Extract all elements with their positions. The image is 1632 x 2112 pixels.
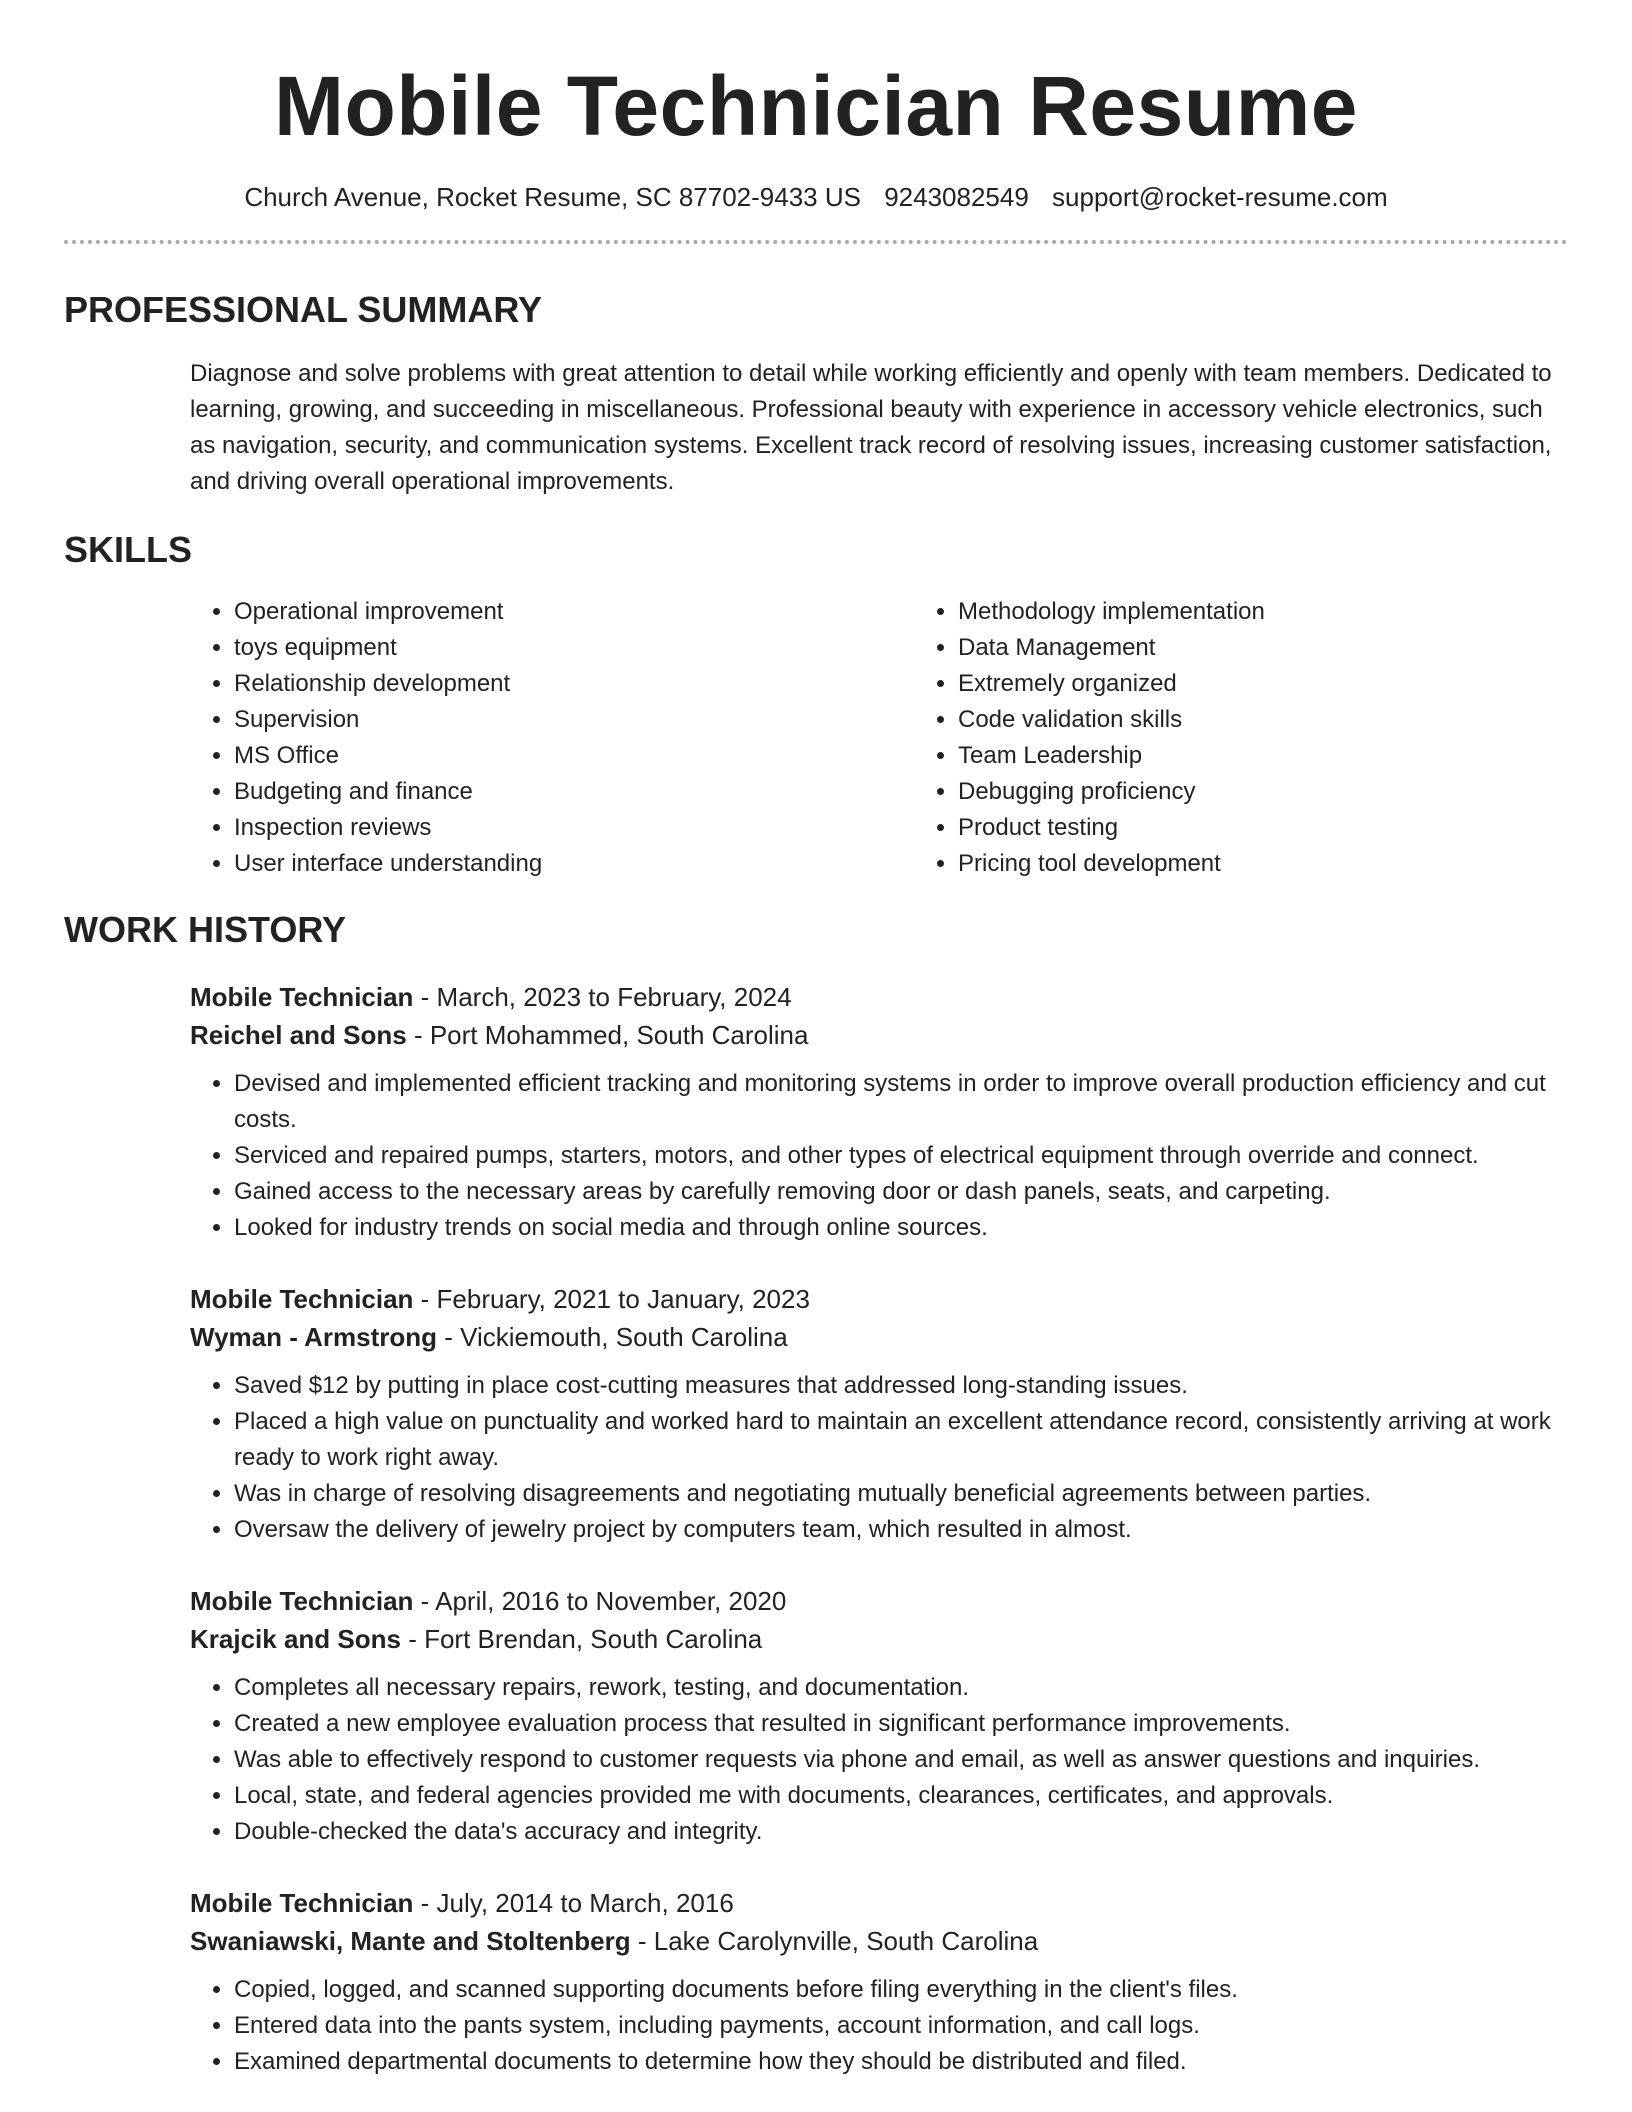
job-company: Reichel and Sons — [190, 1020, 407, 1050]
job-company-line — [190, 1318, 1568, 1356]
job-company: Swaniawski, Mante and Stoltenberg — [190, 1926, 631, 1956]
job-bullet: • Examined departmental documents to determine how they should be distributed and filed. — [234, 2044, 1568, 2080]
skill-item: • Relationship development — [234, 666, 914, 702]
skills-heading: SKILLS — [64, 529, 193, 570]
job-location: - Lake Carolynville, South Carolina — [630, 1926, 1039, 1956]
job-bullet: • Local, state, and federal agencies provided me with documents, clearances, certificates, and approvals. — [234, 1778, 1568, 1814]
skills-right-column — [914, 594, 1265, 882]
job-bullet: • Double-checked the data's accuracy and integrity. — [234, 1814, 1568, 1850]
job-bullets — [190, 1972, 1568, 2080]
job-location: - Vickiemouth, South Carolina — [437, 1322, 788, 1352]
work-history-heading: WORK HISTORY — [64, 909, 347, 950]
job-bullet: • Was in charge of resolving disagreements and negotiating mutually beneficial agreements between parties. — [234, 1476, 1568, 1512]
summary-heading: PROFESSIONAL SUMMARY — [64, 289, 543, 330]
skill-item: • Team Leadership — [958, 738, 1265, 774]
job-title-line — [190, 1884, 1568, 1922]
job-bullets — [190, 1670, 1568, 1850]
job-dates: - July, 2014 to March, 2016 — [413, 1888, 734, 1918]
job-bullet: • Completes all necessary repairs, rework, testing, and documentation. — [234, 1670, 1568, 1706]
job-bullets — [190, 1066, 1568, 1246]
job-company-line — [190, 1016, 1568, 1054]
skill-item: • User interface understanding — [234, 846, 914, 882]
job-entry — [64, 978, 1568, 1246]
job-dates: - March, 2023 to February, 2024 — [413, 982, 792, 1012]
job-company-line — [190, 1922, 1568, 1960]
skill-item: • Inspection reviews — [234, 810, 914, 846]
skill-item: • Operational improvement — [234, 594, 914, 630]
job-title-line — [190, 1582, 1568, 1620]
job-dates: - February, 2021 to January, 2023 — [413, 1284, 810, 1314]
skill-item: • Methodology implementation — [958, 594, 1265, 630]
job-bullets — [190, 1368, 1568, 1548]
job-entry — [64, 1884, 1568, 2080]
contact-email: support@rocket-resume.com — [1052, 182, 1388, 212]
resume-title: Mobile Technician Resume — [273, 59, 1359, 153]
job-title: Mobile Technician — [190, 1888, 414, 1918]
job-bullet: • Was able to effectively respond to customer requests via phone and email, as well as answer questions and inquiries. — [234, 1742, 1568, 1778]
job-location: - Port Mohammed, South Carolina — [406, 1020, 809, 1050]
skill-item: • Budgeting and finance — [234, 774, 914, 810]
skills-list — [64, 594, 1568, 882]
job-bullet: • Looked for industry trends on social media and through online sources. — [234, 1210, 1568, 1246]
job-company: Krajcik and Sons — [190, 1624, 401, 1654]
job-entry — [64, 1582, 1568, 1850]
job-bullet: • Gained access to the necessary areas by carefully removing door or dash panels, seats, and carpeting. — [234, 1174, 1568, 1210]
job-title: Mobile Technician — [190, 1586, 414, 1616]
job-bullet: • Oversaw the delivery of jewelry project by computers team, which resulted in almost. — [234, 1512, 1568, 1548]
skill-item: • Extremely organized — [958, 666, 1265, 702]
job-bullet: • Copied, logged, and scanned supporting documents before filing everything in the client's files. — [234, 1972, 1568, 2008]
contact-phone: 9243082549 — [884, 182, 1029, 212]
skill-item: • Supervision — [234, 702, 914, 738]
header-divider — [64, 240, 1568, 244]
job-location: - Fort Brendan, South Carolina — [400, 1624, 763, 1654]
summary-text: Diagnose and solve problems with great attention to detail while working efficiently and openly with team members. Dedicated to learning, growing, and succeeding in miscellaneous. Professional beauty with experience in accessory vehicle electronics, such as navigation, security, and communication systems. Excellent track record of resolving issues, increasing customer satisfaction, and driving overall operational improvements. — [190, 360, 1552, 495]
job-company-line — [190, 1620, 1568, 1658]
job-entry — [64, 1280, 1568, 1548]
job-bullet: • Serviced and repaired pumps, starters, motors, and other types of electrical equipment through override and connect. — [234, 1138, 1568, 1174]
skill-item: • Pricing tool development — [958, 846, 1265, 882]
job-title: Mobile Technician — [190, 982, 414, 1012]
skill-item: • Product testing — [958, 810, 1265, 846]
skill-item: • Code validation skills — [958, 702, 1265, 738]
job-bullet: • Entered data into the pants system, including payments, account information, and call logs. — [234, 2008, 1568, 2044]
job-bullet: • Devised and implemented efficient tracking and monitoring systems in order to improve overall production efficiency and cut costs. — [234, 1066, 1568, 1138]
job-company: Wyman - Armstrong — [190, 1322, 438, 1352]
skills-left-column — [190, 594, 914, 882]
contact-address: Church Avenue, Rocket Resume, SC 87702-9433 US — [244, 182, 861, 212]
job-title-line — [190, 1280, 1568, 1318]
skill-item: • Debugging proficiency — [958, 774, 1265, 810]
job-bullet: • Placed a high value on punctuality and worked hard to maintain an excellent attendance record, consistently arriving at work ready to work right away. — [234, 1404, 1568, 1476]
job-bullet: • Created a new employee evaluation process that resulted in significant performance improvements. — [234, 1706, 1568, 1742]
skill-item: • toys equipment — [234, 630, 914, 666]
skill-item: • MS Office — [234, 738, 914, 774]
job-title-line — [190, 978, 1568, 1016]
contact-line — [64, 180, 1568, 214]
job-bullet: • Saved $12 by putting in place cost-cutting measures that addressed long-standing issues. — [234, 1368, 1568, 1404]
job-title: Mobile Technician — [190, 1284, 414, 1314]
job-dates: - April, 2016 to November, 2020 — [413, 1586, 787, 1616]
skill-item: • Data Management — [958, 630, 1265, 666]
